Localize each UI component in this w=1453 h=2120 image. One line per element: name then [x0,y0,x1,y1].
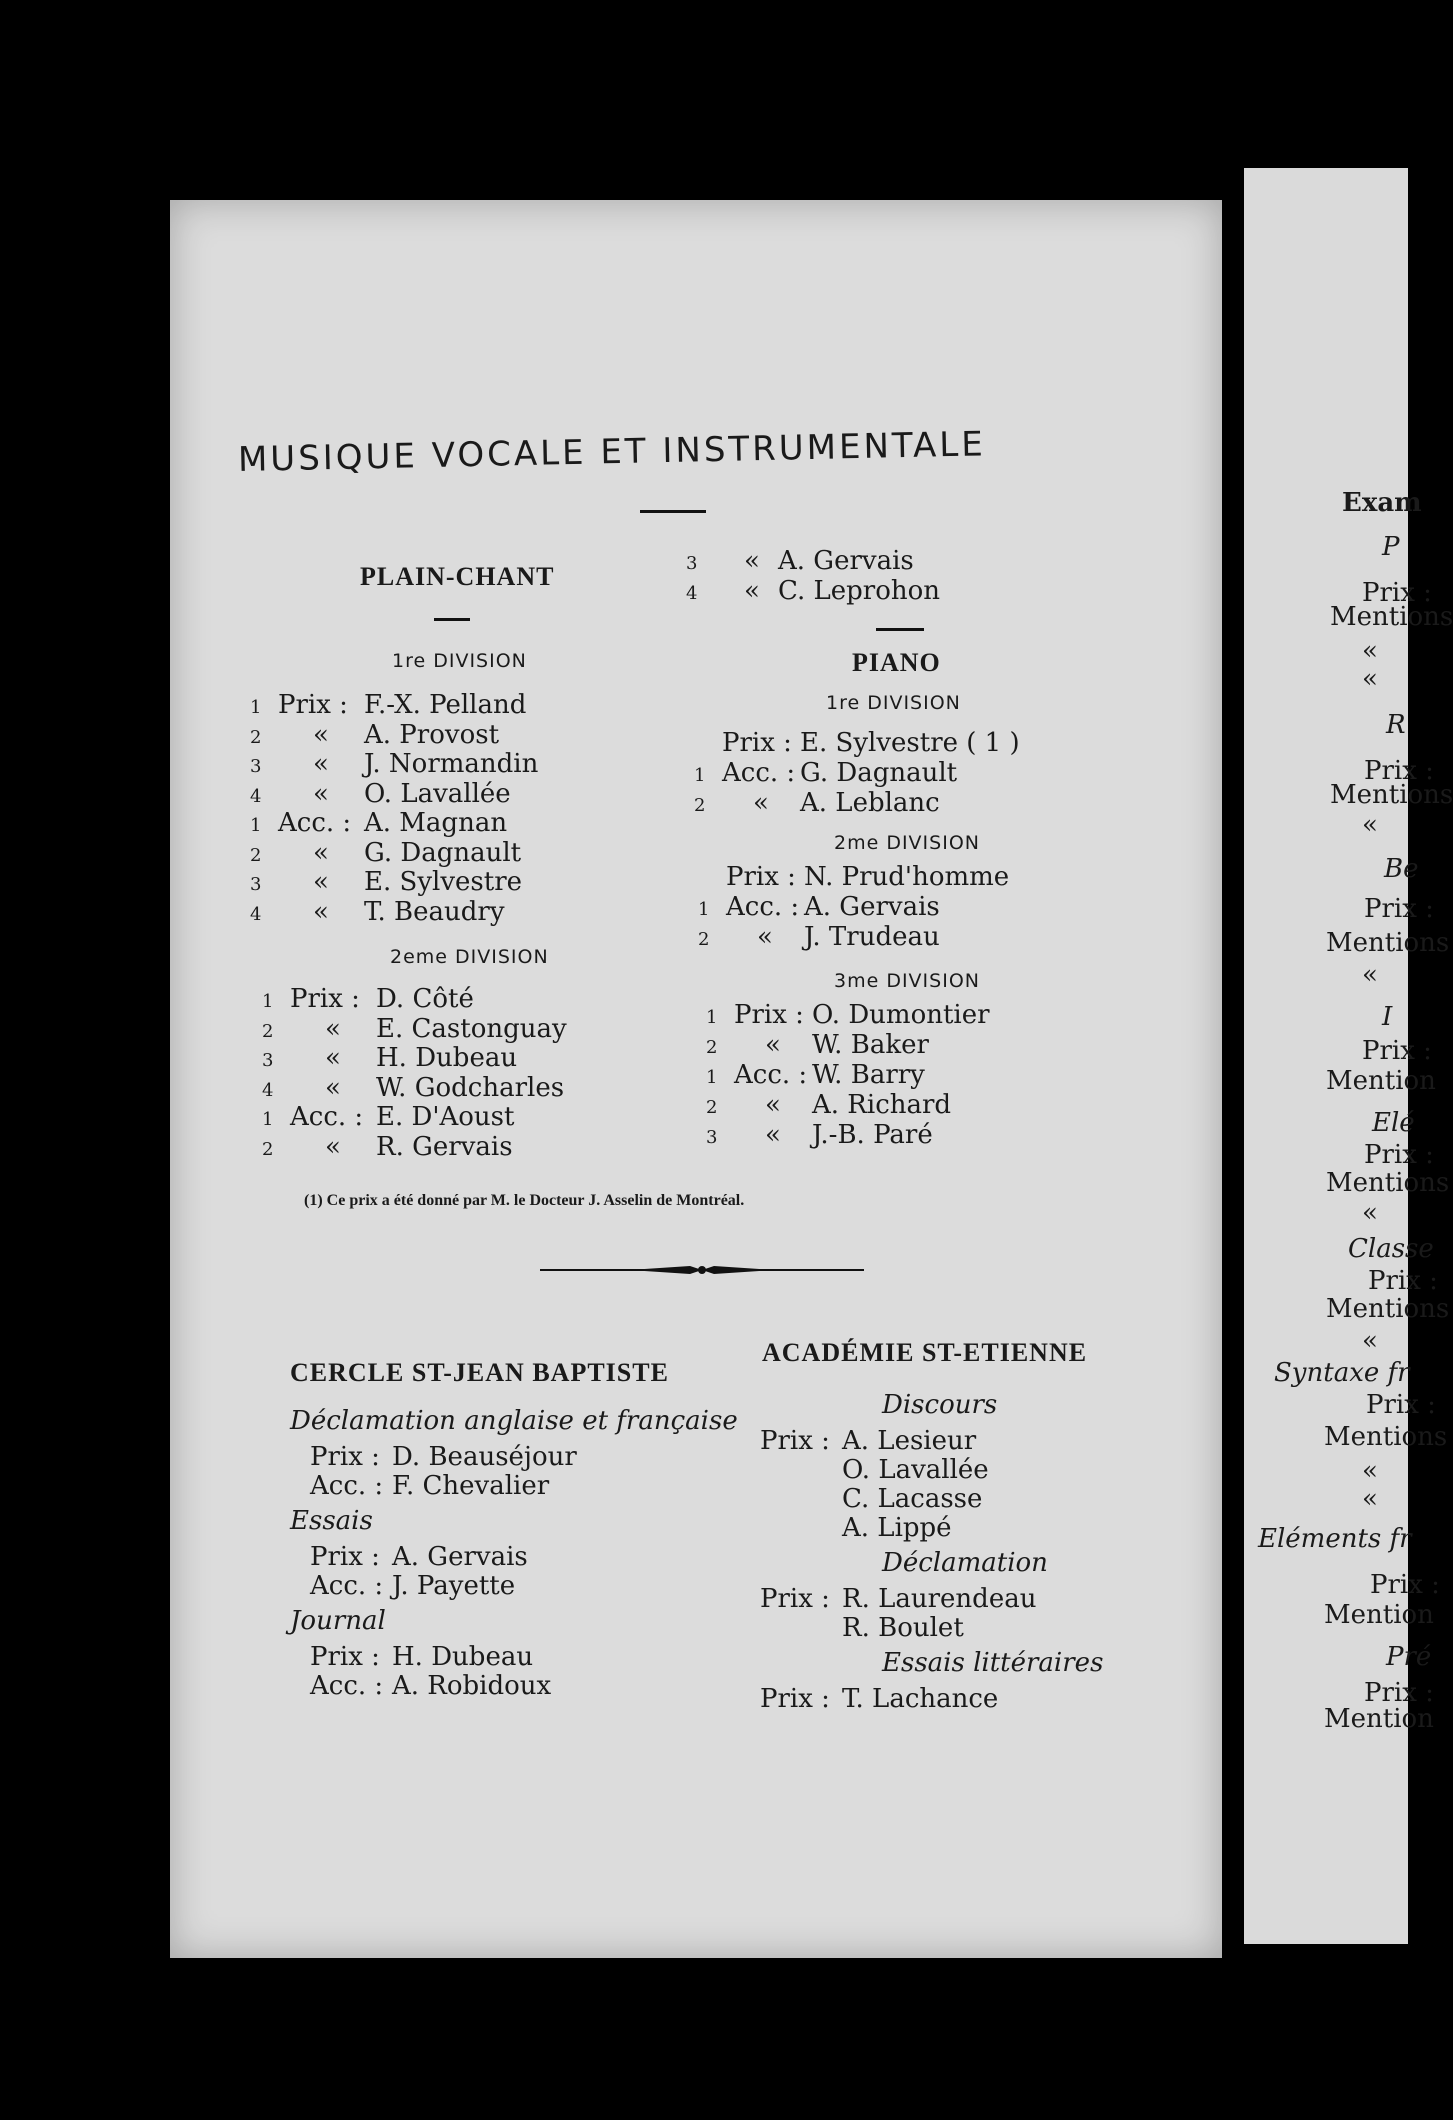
title-rule [640,510,706,513]
award-row [760,1613,964,1643]
award-label: « [325,1072,341,1103]
award-row [686,576,940,606]
award-label: Prix : [760,1684,830,1714]
adjacent-page-text: Eléments fr [1258,1524,1412,1554]
award-row [262,984,474,1014]
adjacent-page-edge [1244,168,1453,1944]
award-label: Prix : [310,1642,380,1672]
award-row [262,1043,517,1073]
award-label: « [313,719,329,750]
rank-number: 1 [706,1067,718,1088]
award-label: Prix : [734,1000,804,1030]
award-label: « [753,788,769,818]
section-subtitle: Essais [290,1506,373,1536]
adjacent-page-text: Prix : [1362,1036,1432,1066]
award-row [250,720,499,750]
adjacent-page-text: Prix : [1364,1140,1434,1170]
adjacent-page-text: Prix : [1370,1570,1440,1600]
winner-name: N. Prud'homme [804,862,1010,892]
winner-name: R. Gervais [376,1131,513,1162]
adjacent-page-text: « [1362,810,1378,840]
award-row [262,1132,513,1162]
award-label: Prix : [726,862,796,892]
adjacent-page-text: Be [1384,854,1419,884]
section-subtitle: Essais littéraires [882,1648,1104,1678]
rank-number: 4 [250,785,262,807]
award-label: Prix : [278,690,348,720]
award-row [706,1000,990,1030]
award-row [250,779,511,809]
adjacent-page-text: Prix : [1364,1678,1434,1708]
award-label: « [757,922,773,952]
rank-number: 2 [262,1020,274,1042]
adjacent-page-text: « [1362,1198,1378,1228]
winner-name: T. Beaudry [364,896,505,927]
award-label: « [765,1090,781,1120]
award-label: Acc. : [722,758,796,788]
award-label: Acc. : [310,1571,384,1601]
winner-name: O. Lavallée [364,778,511,809]
award-row [706,1120,933,1150]
winner-name: W. Baker [812,1030,929,1060]
adjacent-page-text: « [1362,1326,1378,1356]
rank-number: 1 [694,765,706,786]
piano-div2-title: 2me DIVISION [834,832,980,854]
section-subtitle: Déclamation [882,1548,1048,1578]
winner-name: A. Gervais [392,1542,528,1572]
award-row [310,1571,515,1601]
award-label: Acc. : [290,1102,364,1132]
award-row [706,1060,925,1090]
award-row [760,1584,1036,1614]
rank-number: 1 [250,815,262,836]
award-row [760,1455,989,1485]
plainchant-div2-title: 2eme DIVISION [390,946,549,968]
rank-number: 3 [686,553,698,574]
adjacent-page-text: Mention [1324,1600,1434,1630]
rank-number: 2 [694,795,706,816]
rank-number: 2 [698,929,710,950]
rank-number: 2 [250,726,262,748]
winner-name: A. Gervais [778,546,914,576]
rank-number: 4 [250,903,262,925]
award-row [310,1642,533,1672]
cercle-heading: CERCLE ST-JEAN BAPTISTE [290,1358,669,1387]
winner-name: A. Gervais [804,892,940,922]
adjacent-page-text: Prix : [1364,756,1434,786]
award-row [262,1014,567,1044]
piano-div1-title: 1re DIVISION [826,692,961,714]
piano-heading: PIANO [852,648,941,677]
ornament-rule [540,1262,864,1278]
award-row [250,690,526,720]
page-title: MUSIQUE VOCALE ET INSTRUMENTALE [237,424,987,480]
rank-number: 1 [262,1109,274,1130]
adjacent-page-text: Prix : [1364,894,1434,924]
piano-rule [876,628,924,631]
winner-name: J. Payette [392,1571,516,1601]
award-label: Prix : [310,1542,380,1572]
award-label: « [325,1131,341,1162]
winner-name: A. Robidoux [392,1671,552,1701]
award-label: Prix : [760,1584,830,1614]
plainchant-rule [434,618,470,621]
adjacent-page-text: Mentions [1330,780,1453,810]
adjacent-page-text: Exam [1342,488,1422,518]
adjacent-page-text: Mentions [1330,602,1453,632]
winner-name: A. Lippé [842,1513,952,1543]
rank-number: 2 [706,1097,718,1118]
award-label: Acc. : [726,892,800,922]
winner-name: E. Castonguay [376,1013,567,1044]
adjacent-page-text: « [1362,664,1378,694]
award-label: Acc. : [310,1671,384,1701]
rank-number: 3 [250,756,262,777]
winner-name: R. Boulet [842,1613,964,1643]
adjacent-page-text: « [1362,1484,1378,1514]
adjacent-page-text: Mention [1324,1704,1434,1734]
award-row [706,1090,951,1120]
adjacent-page-text: Prix : [1366,1390,1436,1420]
rank-number: 3 [706,1127,718,1148]
award-label: Acc. : [310,1471,384,1501]
award-row [250,897,505,927]
plainchant-heading: PLAIN-CHANT [360,562,555,591]
winner-name: J. Trudeau [804,922,940,952]
winner-name: E. Sylvestre ( 1 ) [800,728,1020,758]
adjacent-page-text: Mentions [1326,928,1450,958]
award-label: Acc. : [734,1060,808,1090]
award-label: Prix : [722,728,792,758]
award-row [250,808,507,838]
award-row [250,867,522,897]
award-row [760,1426,976,1456]
rank-number: 4 [686,583,698,604]
winner-name: G. Dagnault [364,837,522,868]
winner-name: A. Magnan [364,808,508,838]
adjacent-page-text: « [1362,636,1378,666]
adjacent-page-text: Elé [1372,1108,1415,1138]
award-label: « [765,1120,781,1150]
winner-name: A. Leblanc [800,788,940,818]
award-row [250,838,521,868]
award-label: « [313,867,329,897]
award-label: « [744,546,760,576]
award-row [698,862,1009,892]
rank-number: 3 [262,1050,274,1071]
adjacent-page-text: « [1362,1456,1378,1486]
adjacent-page-text: P [1382,532,1400,562]
rank-number: 1 [262,991,274,1012]
rank-number: 1 [250,697,262,718]
award-row [694,788,940,818]
award-label: Prix : [760,1426,830,1456]
winner-name: G. Dagnault [800,758,958,788]
winner-name: O. Dumontier [812,1000,990,1030]
adjacent-page-text: Prix : [1362,578,1432,608]
footnote: (1) Ce prix a été donné par M. le Docteur J. Asselin de Montréal. [304,1192,745,1209]
award-label: « [325,1013,341,1044]
plainchant-div1-title: 1re DIVISION [392,650,527,672]
winner-name: O. Lavallée [842,1455,989,1485]
rank-number: 2 [250,844,262,866]
adjacent-page-text: Prix : [1368,1266,1438,1296]
award-label: « [313,778,329,809]
award-label: « [765,1030,781,1060]
award-row [310,1671,551,1701]
award-row [706,1030,929,1060]
award-row [310,1471,549,1501]
section-subtitle: Déclamation anglaise et française [290,1406,738,1436]
adjacent-page-text: Pré [1386,1642,1432,1672]
winner-name: A. Richard [812,1090,952,1120]
winner-name: E. D'Aoust [376,1102,515,1132]
winner-name: A. Lesieur [842,1426,977,1456]
adjacent-page-text: Mentions [1324,1422,1448,1452]
adjacent-page-text: Mentions [1326,1294,1450,1324]
winner-name: H. Dubeau [392,1642,534,1672]
winner-name: C. Lacasse [842,1484,983,1514]
piano-div3-title: 3me DIVISION [834,970,980,992]
award-row [698,922,940,952]
rank-number: 4 [262,1079,274,1101]
award-row [310,1442,577,1472]
adjacent-page-text: Mention [1326,1066,1436,1096]
rank-number: 1 [698,899,710,920]
award-row [262,1073,564,1103]
rank-number: 2 [262,1138,274,1160]
award-row [760,1513,952,1543]
winner-name: R. Laurendeau [842,1584,1037,1614]
winner-name: D. Côté [376,984,474,1014]
winner-name: D. Beauséjour [392,1442,577,1472]
section-subtitle: Discours [882,1390,998,1420]
winner-name: A. Provost [364,719,500,750]
winner-name: J.-B. Paré [812,1120,933,1150]
award-label: « [744,576,760,606]
rank-number: 2 [706,1037,718,1058]
award-label: Acc. : [278,808,352,838]
award-row [250,749,538,779]
academie-heading: ACADÉMIE ST-ETIENNE [762,1338,1088,1367]
winner-name: C. Leprohon [778,576,941,606]
adjacent-page-text: Mentions [1326,1168,1450,1198]
winner-name: T. Lachance [842,1684,999,1714]
award-label: « [313,749,329,779]
rank-number: 1 [706,1007,718,1028]
winner-name: F. Chevalier [392,1471,550,1501]
award-row [694,758,957,788]
rank-number: 3 [250,874,262,895]
award-label: Prix : [290,984,360,1014]
award-row [694,728,1020,758]
award-label: Prix : [310,1442,380,1472]
adjacent-page-text: « [1362,960,1378,990]
winner-name: W. Barry [812,1060,925,1090]
winner-name: F.-X. Pelland [364,690,527,720]
award-row [310,1542,528,1572]
award-row [760,1684,998,1714]
award-row [760,1484,982,1514]
award-label: « [313,837,329,868]
award-row [686,546,914,576]
adjacent-page-text: I [1382,1002,1393,1032]
award-row [698,892,940,922]
winner-name: J. Normandin [364,749,539,779]
award-label: « [313,896,329,927]
winner-name: W. Godcharles [376,1072,565,1103]
adjacent-page-text: R [1386,710,1406,740]
award-label: « [325,1043,341,1073]
adjacent-page-text: Classe [1348,1234,1434,1264]
section-subtitle: Journal [290,1606,386,1636]
winner-name: E. Sylvestre [364,867,523,897]
winner-name: H. Dubeau [376,1043,518,1073]
award-row [262,1102,514,1132]
adjacent-page-text: Syntaxe fr [1274,1358,1410,1388]
